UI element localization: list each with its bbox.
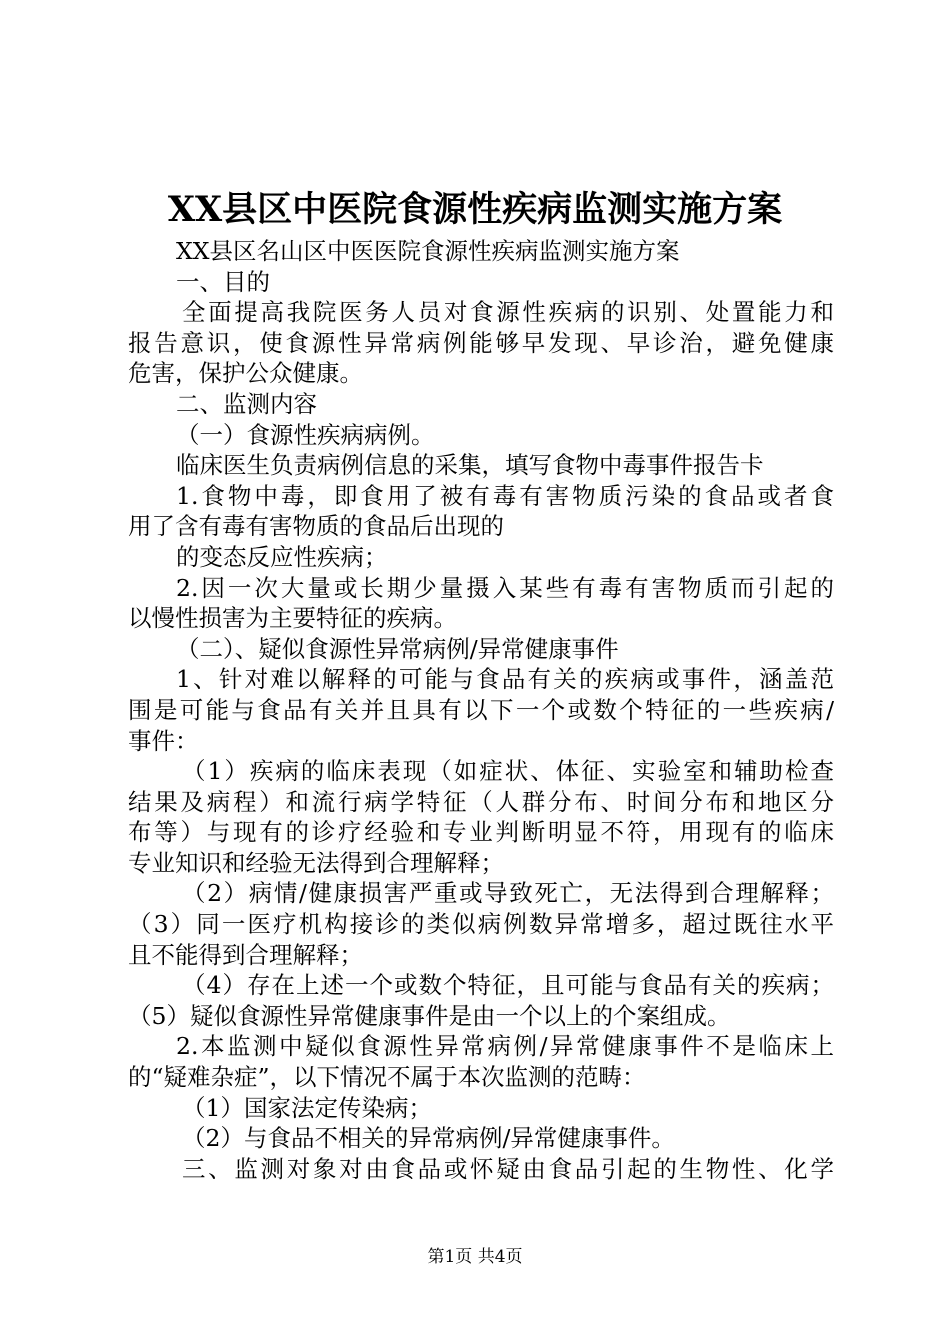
text-line: 结果及病程）和流行病学特征（人群分布、时间分布和地区分	[128, 787, 834, 816]
page-footer: 第1页 共4页	[427, 1247, 523, 1267]
text-line: 用了含有毒有害物质的食品后出现的	[128, 512, 504, 541]
text-line: 2.本监测中疑似食源性异常病例/异常健康事件不是临床上	[176, 1032, 834, 1061]
text-line: （二）、疑似食源性异常病例/异常健康事件	[176, 634, 619, 663]
document-title: XX县区中医院食源性疾病监测实施方案	[167, 189, 783, 230]
text-line: 的“疑难杂症”，以下情况不属于本次监测的范畴：	[128, 1063, 646, 1092]
text-line: 1、针对难以解释的可能与食品有关的疾病或事件，涵盖范	[176, 665, 834, 694]
text-line: 报告意识，使食源性异常病例能够早发现、早诊治，避免健康	[128, 328, 834, 357]
text-line: 事件：	[128, 726, 199, 755]
text-line: （2）病情/健康损害严重或导致死亡，无法得到合理解释；	[182, 879, 834, 908]
text-line: 1.食物中毒，即食用了被有毒有害物质污染的食品或者食	[176, 481, 834, 510]
text-line: 的变态反应性疾病；	[176, 542, 388, 571]
text-line: 且不能得到合理解释；	[128, 940, 363, 969]
text-line: （5）疑似食源性异常健康事件是由一个以上的个案组成。	[128, 1001, 731, 1030]
document-body	[128, 236, 834, 1184]
text-line: 围是可能与食品有关并且具有以下一个或数个特征的一些疾病/	[128, 695, 834, 724]
text-line: （一）食源性疾病病例。	[176, 420, 435, 449]
text-line: （2）与食品不相关的异常病例/异常健康事件。	[182, 1124, 675, 1153]
text-line: （4）存在上述一个或数个特征，且可能与食品有关的疾病；	[182, 971, 834, 1000]
text-line: （1）疾病的临床表现（如症状、体征、实验室和辅助检查	[182, 757, 834, 786]
text-line: 一、目的	[176, 267, 270, 296]
text-line: （1）国家法定传染病；	[182, 1093, 432, 1122]
text-line: 危害，保护公众健康。	[128, 359, 363, 388]
text-line: XX县区名山区中医医院食源性疾病监测实施方案	[176, 237, 680, 265]
text-line: 专业知识和经验无法得到合理解释；	[128, 848, 504, 877]
text-line: 布等）与现有的诊疗经验和专业判断明显不符，用现有的临床	[128, 818, 834, 847]
text-line: 三、监测对象对由食品或怀疑由食品引起的生物性、化学	[182, 1154, 834, 1183]
text-line: 以慢性损害为主要特征的疾病。	[128, 604, 457, 633]
text-line: 二、监测内容	[176, 389, 317, 418]
text-line: 2.因一次大量或长期少量摄入某些有毒有害物质而引起的	[176, 573, 834, 602]
text-line: 临床医生负责病例信息的采集，填写食物中毒事件报告卡	[176, 451, 764, 480]
text-line: 全面提高我院医务人员对食源性疾病的识别、处置能力和	[182, 298, 834, 327]
text-line: （3）同一医疗机构接诊的类似病例数异常增多，超过既往水平	[128, 910, 834, 939]
